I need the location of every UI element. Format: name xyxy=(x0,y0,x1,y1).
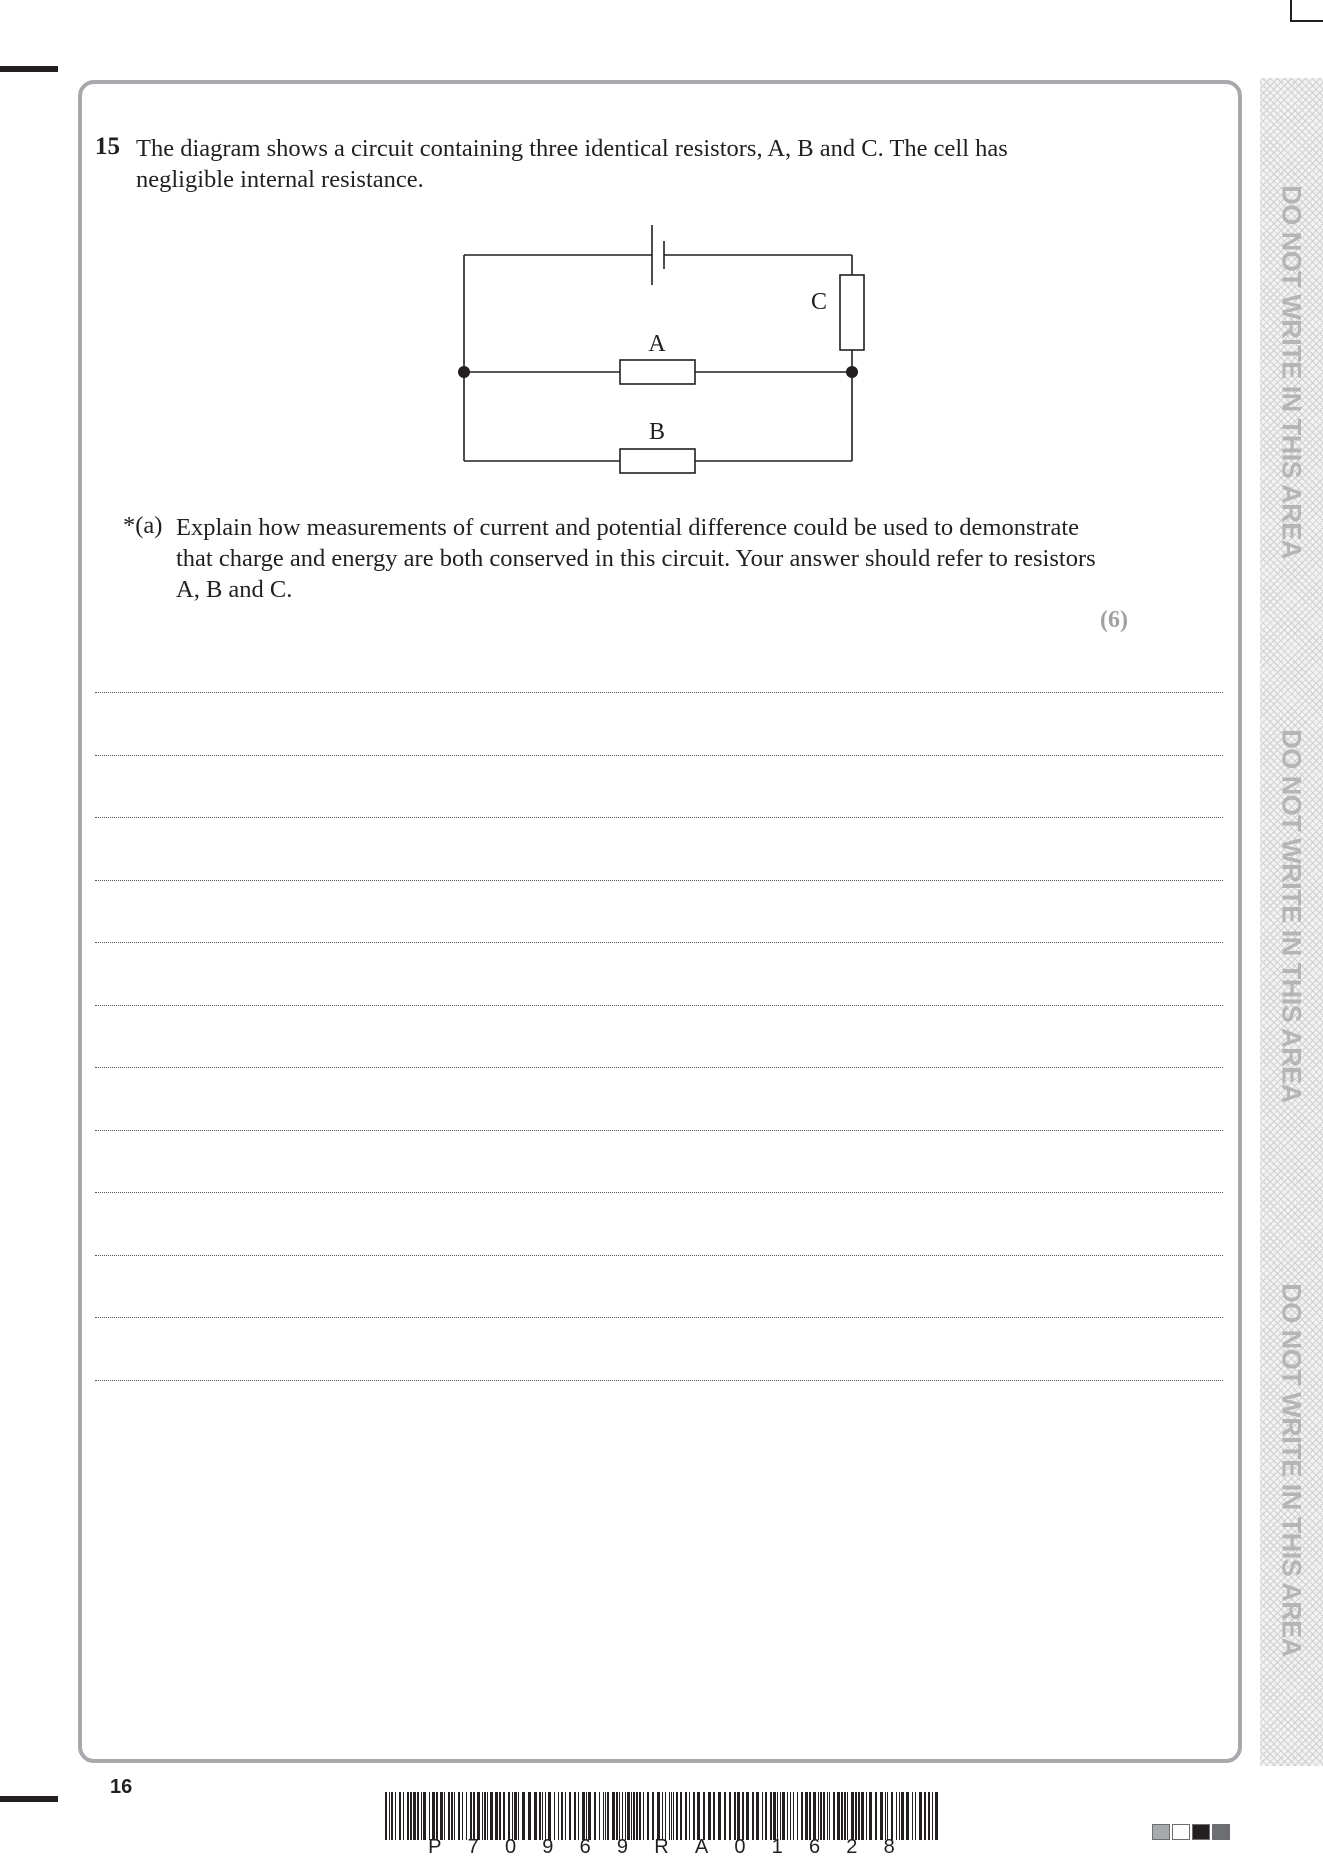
resistor-c xyxy=(840,275,864,350)
barcode-bar xyxy=(413,1792,416,1840)
barcode-bar xyxy=(875,1792,877,1840)
answer-line[interactable] xyxy=(95,1317,1223,1318)
barcode-bar xyxy=(462,1792,463,1840)
barcode-bar xyxy=(410,1792,412,1840)
barcode-bar xyxy=(603,1792,604,1840)
barcode-bar xyxy=(915,1792,916,1840)
color-square-dark-grey xyxy=(1212,1824,1230,1840)
barcode-bar xyxy=(801,1792,803,1840)
barcode-char: 9 xyxy=(542,1836,554,1858)
barcode-bar xyxy=(866,1792,867,1840)
question-stem: The diagram shows a circuit containing three identical resistors, A, B and C. The cell has negligible internal resistance. xyxy=(136,135,1008,193)
barcode-bar xyxy=(490,1792,493,1840)
barcode-bar xyxy=(891,1792,893,1840)
barcode-char: 7 xyxy=(467,1836,479,1858)
barcode-bar xyxy=(436,1792,438,1840)
barcode-bar xyxy=(487,1792,488,1840)
barcode-bar xyxy=(599,1792,600,1840)
answer-line[interactable] xyxy=(95,755,1223,756)
barcode-bar xyxy=(813,1792,816,1840)
barcode-bar xyxy=(780,1792,781,1840)
barcode-bar xyxy=(407,1792,409,1840)
part-a-text: Explain how measurements of current and potential difference could be used to demonstrate that charge and energy are both conserved in this circuit. Your answer should refer to resistors A, B and C. xyxy=(176,514,1096,603)
resistor-b xyxy=(620,449,695,473)
barcode-bar xyxy=(718,1792,721,1840)
barcode-bar xyxy=(619,1792,620,1840)
barcode-char: A xyxy=(694,1836,709,1858)
barcode-bar xyxy=(588,1792,591,1840)
barcode-bar xyxy=(906,1792,909,1840)
barcode xyxy=(385,1792,938,1840)
color-square-white xyxy=(1172,1824,1190,1840)
barcode-bar xyxy=(773,1792,776,1840)
barcode-bar xyxy=(685,1792,687,1840)
question-number: 15 xyxy=(95,133,120,160)
barcode-bar xyxy=(746,1792,749,1840)
barcode-bar xyxy=(782,1792,785,1840)
barcode-bar xyxy=(499,1792,501,1840)
barcode-char: P xyxy=(428,1836,442,1858)
barcode-bar xyxy=(841,1792,843,1840)
barcode-bar xyxy=(809,1792,811,1840)
barcode-char: 0 xyxy=(734,1836,746,1858)
answer-line[interactable] xyxy=(95,1130,1223,1131)
margin-notice-bottom-text: DO NOT WRITE IN THIS AREA xyxy=(1276,1283,1307,1657)
barcode-bar xyxy=(522,1792,525,1840)
barcode-bar xyxy=(466,1792,467,1840)
barcode-bar xyxy=(391,1792,393,1840)
answer-line[interactable] xyxy=(95,1380,1223,1381)
barcode-char: R xyxy=(654,1836,669,1858)
barcode-bar xyxy=(676,1792,678,1840)
barcode-bar xyxy=(578,1792,579,1840)
barcode-bar xyxy=(554,1792,555,1840)
barcode-bar xyxy=(586,1792,587,1840)
barcode-bar xyxy=(742,1792,744,1840)
barcode-bar xyxy=(762,1792,763,1840)
barcode-bar xyxy=(935,1792,938,1840)
barcode-bar xyxy=(454,1792,455,1840)
barcode-bar xyxy=(417,1792,419,1840)
barcode-bar xyxy=(594,1792,596,1840)
barcode-bar xyxy=(389,1792,390,1840)
barcode-bar xyxy=(569,1792,571,1840)
barcode-bar xyxy=(827,1792,828,1840)
barcode-bar xyxy=(518,1792,519,1840)
barcode-bar xyxy=(429,1792,430,1840)
circuit-diagram xyxy=(440,215,880,475)
barcode-bar xyxy=(647,1792,649,1840)
barcode-bar xyxy=(662,1792,663,1840)
barcode-bar xyxy=(818,1792,819,1840)
answer-line[interactable] xyxy=(95,942,1223,943)
barcode-bar xyxy=(703,1792,705,1840)
label-b: B xyxy=(648,419,666,445)
barcode-bar xyxy=(423,1792,426,1840)
barcode-char: 1 xyxy=(771,1836,783,1858)
barcode-bar xyxy=(805,1792,808,1840)
barcode-bar xyxy=(797,1792,798,1840)
barcode-bar xyxy=(503,1792,505,1840)
barcode-bar xyxy=(837,1792,840,1840)
barcode-bar xyxy=(403,1792,404,1840)
barcode-bar xyxy=(448,1792,450,1840)
barcode-bar xyxy=(734,1792,736,1840)
barcode-bar xyxy=(612,1792,615,1840)
barcode-bar xyxy=(693,1792,695,1840)
barcode-bar xyxy=(514,1792,517,1840)
junction-right xyxy=(846,366,858,378)
barcode-bar xyxy=(793,1792,794,1840)
barcode-bar xyxy=(669,1792,670,1840)
barcode-bar xyxy=(582,1792,585,1840)
barcode-bar xyxy=(432,1792,435,1840)
barcode-bar xyxy=(451,1792,453,1840)
answer-line[interactable] xyxy=(95,1005,1223,1006)
margin-notice-top-text: DO NOT WRITE IN THIS AREA xyxy=(1276,185,1307,559)
barcode-bar xyxy=(896,1792,897,1840)
answer-line[interactable] xyxy=(95,692,1223,693)
barcode-bar xyxy=(631,1792,632,1840)
color-square-grey xyxy=(1152,1824,1170,1840)
barcode-bar xyxy=(545,1792,546,1840)
barcode-bar xyxy=(542,1792,543,1840)
barcode-bar xyxy=(880,1792,883,1840)
part-a-label: *(a) xyxy=(123,512,163,539)
barcode-bar xyxy=(833,1792,835,1840)
barcode-bar xyxy=(421,1792,422,1840)
label-a: A xyxy=(648,331,666,357)
barcode-bar xyxy=(680,1792,682,1840)
barcode-bar xyxy=(756,1792,759,1840)
barcode-bar xyxy=(689,1792,690,1840)
barcode-bar xyxy=(729,1792,731,1840)
barcode-char: 6 xyxy=(808,1836,821,1858)
barcode-bar xyxy=(932,1792,933,1840)
page-number: 16 xyxy=(110,1776,133,1798)
barcode-bar xyxy=(643,1792,644,1840)
barcode-bar xyxy=(539,1792,541,1840)
barcode-bar xyxy=(558,1792,559,1840)
barcode-char: 0 xyxy=(504,1836,517,1858)
answer-line[interactable] xyxy=(95,1067,1223,1068)
answer-line[interactable] xyxy=(95,1192,1223,1193)
barcode-bar xyxy=(574,1792,576,1840)
color-registration-squares xyxy=(1152,1824,1230,1840)
barcode-bar xyxy=(665,1792,666,1840)
barcode-bar xyxy=(851,1792,854,1840)
label-c: C xyxy=(810,289,828,315)
barcode-bar xyxy=(787,1792,788,1840)
barcode-bar xyxy=(855,1792,857,1840)
barcode-bar xyxy=(790,1792,791,1840)
barcode-bar xyxy=(737,1792,740,1840)
barcode-bar xyxy=(605,1792,606,1840)
barcode-bar xyxy=(765,1792,767,1840)
barcode-bar xyxy=(399,1792,401,1840)
barcode-bar xyxy=(724,1792,726,1840)
barcode-bar xyxy=(473,1792,475,1840)
barcode-bar xyxy=(458,1792,460,1840)
barcode-bar xyxy=(607,1792,609,1840)
barcode-bar xyxy=(625,1792,626,1840)
barcode-bar xyxy=(858,1792,860,1840)
barcode-bar xyxy=(395,1792,396,1840)
barcode-bar xyxy=(484,1792,486,1840)
barcode-bar xyxy=(844,1792,846,1840)
corner-mark-top-right-h xyxy=(1290,20,1323,22)
barcode-char: 9 xyxy=(616,1836,628,1858)
barcode-bar xyxy=(477,1792,480,1840)
barcode-bar xyxy=(820,1792,822,1840)
barcode-bar xyxy=(752,1792,754,1840)
barcode-bar xyxy=(561,1792,563,1840)
barcode-bar xyxy=(512,1792,513,1840)
margin-notice-middle-text: DO NOT WRITE IN THIS AREA xyxy=(1276,729,1307,1103)
barcode-bar xyxy=(713,1792,715,1840)
corner-mark-top-left xyxy=(0,66,58,72)
barcode-bar xyxy=(627,1792,630,1840)
barcode-bar xyxy=(548,1792,551,1840)
barcode-bar xyxy=(887,1792,888,1840)
barcode-bar xyxy=(440,1792,443,1840)
barcode-bar xyxy=(636,1792,638,1840)
barcode-bar xyxy=(899,1792,900,1840)
barcode-bar xyxy=(444,1792,445,1840)
color-square-black xyxy=(1192,1824,1210,1840)
barcode-bar xyxy=(671,1792,672,1840)
barcode-bar xyxy=(657,1792,660,1840)
barcode-char: 8 xyxy=(883,1836,895,1858)
barcode-bar xyxy=(829,1792,830,1840)
barcode-bar xyxy=(901,1792,904,1840)
barcode-bar xyxy=(770,1792,772,1840)
answer-line[interactable] xyxy=(95,880,1223,881)
barcode-bar xyxy=(385,1792,387,1840)
barcode-bar xyxy=(697,1792,700,1840)
barcode-bar xyxy=(508,1792,510,1840)
barcode-bar xyxy=(534,1792,537,1840)
barcode-bar xyxy=(919,1792,922,1840)
barcode-bar xyxy=(673,1792,674,1840)
barcode-char: 6 xyxy=(579,1836,591,1858)
barcode-bar xyxy=(869,1792,872,1840)
barcode-bar xyxy=(777,1792,778,1840)
barcode-bar xyxy=(708,1792,711,1840)
barcode-bar xyxy=(528,1792,531,1840)
barcode-bar xyxy=(639,1792,641,1840)
answer-line[interactable] xyxy=(95,817,1223,818)
barcode-bar xyxy=(495,1792,498,1840)
barcode-bar xyxy=(652,1792,654,1840)
barcode-bar xyxy=(912,1792,913,1840)
barcode-bar xyxy=(565,1792,566,1840)
barcode-bar xyxy=(633,1792,635,1840)
barcode-bar xyxy=(885,1792,886,1840)
barcode-bar xyxy=(616,1792,618,1840)
barcode-bar xyxy=(928,1792,930,1840)
part-a-marks: (6) xyxy=(1100,607,1128,633)
barcode-bar xyxy=(861,1792,864,1840)
barcode-bar xyxy=(924,1792,926,1840)
barcode-bar xyxy=(622,1792,623,1840)
corner-mark-top-right-v xyxy=(1290,0,1292,22)
barcode-bar xyxy=(823,1792,825,1840)
resistor-a xyxy=(620,360,695,384)
barcode-char: 2 xyxy=(846,1836,858,1858)
barcode-bar xyxy=(482,1792,483,1840)
answer-line[interactable] xyxy=(95,1255,1223,1256)
corner-mark-bottom-left xyxy=(0,1796,58,1802)
barcode-text xyxy=(385,1836,938,1859)
barcode-bar xyxy=(847,1792,848,1840)
barcode-bar xyxy=(470,1792,472,1840)
junction-left xyxy=(458,366,470,378)
